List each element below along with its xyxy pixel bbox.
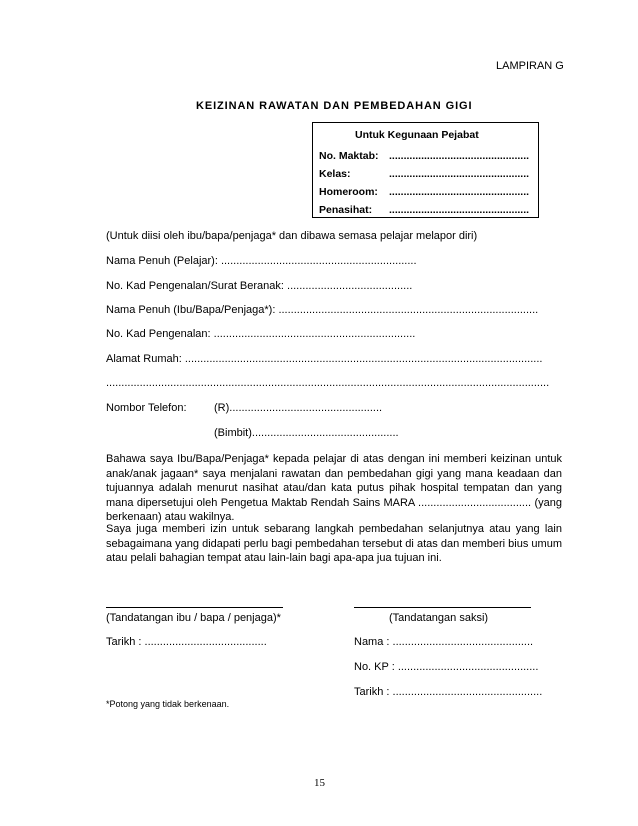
office-row-label: Homeroom: [319,186,378,198]
office-row-dots: ................................................ [389,168,530,180]
office-row-kelas [319,168,529,180]
office-row-dots: ................................................ [389,186,530,198]
field-student-ic[interactable]: No. Kad Pengenalan/Surat Beranak: ......................................... [106,280,413,292]
office-row-dots: ................................................ [389,150,530,162]
witness-signature-line[interactable] [354,607,531,608]
office-row-dots: ................................................ [389,204,530,216]
field-phone-home[interactable]: (R).................................................. [214,402,383,414]
office-row-label: Penasihat: [319,204,373,216]
office-row-no-maktab [319,150,529,162]
field-parent-date[interactable]: Tarikh : ........................................ [106,636,267,648]
office-use-box [312,122,539,218]
phone-label: Nombor Telefon: [106,402,187,414]
witness-signature-label: (Tandatangan saksi) [389,612,489,624]
page-number: 15 [314,777,325,789]
field-phone-mobile[interactable]: (Bimbit)................................................ [214,427,399,439]
office-use-heading: Untuk Kegunaan Pejabat [355,129,479,141]
field-student-name[interactable]: Nama Penuh (Pelajar): ................................................................ [106,255,417,267]
parent-signature-label: (Tandatangan ibu / bapa / penjaga)* [106,612,281,624]
office-row-homeroom [319,186,529,198]
field-guardian-name[interactable]: Nama Penuh (Ibu/Bapa/Penjaga*): ..................................................................................... [106,304,539,316]
field-witness-date[interactable]: Tarikh : ................................................. [354,686,543,698]
parent-signature-line[interactable] [106,607,283,608]
form-title: KEIZINAN RAWATAN DAN PEMBEDAHAN GIGI [196,100,473,112]
consent-paragraph-1: Bahawa saya Ibu/Bapa/Penjaga* kepada pelajar di atas dengan ini memberi keizinan untuk anak/anak jagaan* saya menjalani rawatan dan pembedahan gigi yang mana keadaan dan tujuannya adalah menurut nasihat atau/dan kata putus pihak hospital tempatan dan yang mana dipersetujui oleh Pengetua Maktab Rendah Sains MARA ..................................... (yang berkenaan) atau wakilnya. [106,453,562,524]
office-row-label: Kelas: [319,168,351,180]
appendix-label: LAMPIRAN G [496,60,564,72]
footnote: *Potong yang tidak berkenaan. [106,699,230,709]
office-row-penasihat [319,204,529,216]
field-guardian-ic[interactable]: No. Kad Pengenalan: .................................................................. [106,328,416,340]
field-witness-name[interactable]: Nama : .............................................. [354,636,534,648]
field-witness-ic[interactable]: No. KP : .............................................. [354,661,539,673]
instruction-text: (Untuk diisi oleh ibu/bapa/penjaga* dan dibawa semasa pelajar melapor diri) [106,230,478,242]
field-home-address-line2[interactable]: ................................................................................................................................................. [106,377,550,389]
consent-paragraph-2: Saya juga memberi izin untuk sebarang langkah pembedahan selanjutnya atau yang lain sebagaimana yang didapati perlu bagi pembedahan tersebut di atas dan memberi bius umum atau pelali bahagian tempat atau lain-lain bagi apa-apa jua tujuan ini. [106,523,562,565]
field-home-address[interactable]: Alamat Rumah: ..................................................................................................................... [106,353,543,365]
office-row-label: No. Maktab: [319,150,379,162]
